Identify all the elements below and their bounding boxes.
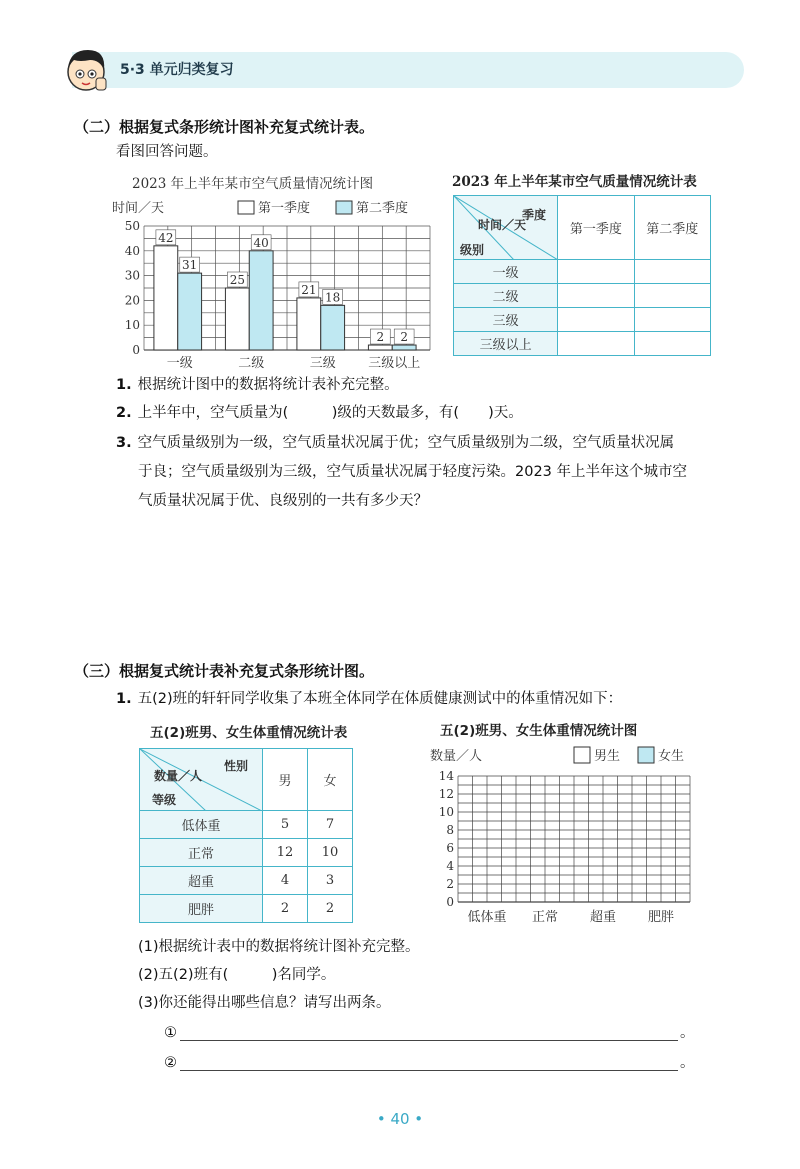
table2-col-male: 男 (263, 749, 308, 811)
answer-mark-1: ① (164, 1025, 177, 1041)
x-tick-label: 一级 (166, 356, 193, 371)
table1-row-label: 一级 (454, 260, 558, 284)
data-label: 42 (158, 230, 174, 245)
weight-chart (428, 742, 708, 930)
y-tick-label: 20 (124, 293, 140, 308)
table2-cell: 5 (263, 811, 308, 839)
bar-q1 (225, 288, 249, 350)
y-tick-label: 30 (124, 268, 140, 283)
chart1-title: 2023 年上半年某市空气质量情况统计图 (132, 176, 374, 192)
s2-question-3-line3: 气质量状况属于优、良级别的一共有多少天？ (138, 493, 428, 509)
answer-mark-2: ② (164, 1055, 177, 1071)
table2-cell: 3 (308, 867, 353, 895)
air-quality-chart (108, 190, 438, 372)
y-tick-label: 2 (446, 877, 454, 891)
table1-cell[interactable] (634, 308, 710, 332)
y-tick-label: 0 (132, 343, 140, 357)
table1-corner: 季度 时间／天 级别 (454, 196, 558, 260)
table2-cell: 4 (263, 867, 308, 895)
y-tick-label: 8 (446, 823, 454, 837)
y-tick-label: 40 (124, 243, 140, 258)
table2-row-label: 肥胖 (140, 895, 263, 923)
legend-label-q2: 第二季度 (356, 201, 409, 216)
legend-swatch-female (638, 747, 654, 763)
legend-swatch-male (574, 747, 590, 763)
air-quality-table (453, 195, 711, 356)
y-tick-label: 0 (446, 895, 454, 909)
table1-col-q2: 第二季度 (634, 196, 710, 260)
bar-q1 (368, 345, 392, 350)
page-number: • 40 • (376, 1110, 424, 1128)
header-title: 5·3 单元归类复习 (120, 62, 234, 78)
table1-cell[interactable] (634, 284, 710, 308)
table2-row-label: 低体重 (140, 811, 263, 839)
x-tick-label: 肥胖 (647, 910, 675, 925)
section3-title: （三）根据复式统计表补充复式条形统计图。 (74, 662, 375, 680)
table1-cell[interactable] (558, 308, 634, 332)
table1-cell[interactable] (558, 260, 634, 284)
table2-cell: 2 (308, 895, 353, 923)
x-tick-label: 二级 (238, 356, 265, 371)
data-label: 25 (229, 273, 245, 287)
s2-question-1: 1. 根据统计图中的数据将统计表补充完整。 (116, 377, 399, 393)
bar-q1 (297, 298, 321, 350)
s2-question-2: 2. 上半年中，空气质量为( )级的天数最多，有( )天。 (116, 405, 523, 421)
table2-row-label: 正常 (140, 839, 263, 867)
legend-label-male: 男生 (594, 749, 621, 764)
table2-title: 五(2)班男、女生体重情况统计表 (150, 725, 348, 741)
weight-table (139, 748, 353, 923)
legend-label-female: 女生 (658, 749, 685, 764)
x-tick-label: 正常 (531, 910, 559, 925)
section2-title: （二）根据复式条形统计图补充复式统计表。 (74, 118, 375, 136)
s3-question-1: 1. 五(2)班的轩轩同学收集了本班全体同学在体质健康测试中的体重情况如下： (116, 691, 623, 707)
s2-question-3: 3. 空气质量级别为一级，空气质量状况属于优；空气质量级别为二级，空气质量状况属 (116, 435, 675, 451)
data-label: 2 (376, 330, 385, 345)
table2-cell: 10 (308, 839, 353, 867)
legend-swatch-q2 (336, 201, 352, 214)
table1-row-label: 二级 (454, 284, 558, 308)
table2-corner: 性别 数量／人 等级 (140, 749, 263, 811)
table2-row-label: 超重 (140, 867, 263, 895)
table1-cell[interactable] (634, 332, 710, 356)
y-tick-label: 50 (124, 219, 140, 233)
s3-sub-3: (3)你还能得出哪些信息？请写出两条。 (138, 995, 391, 1011)
s3-sub-1: (1)根据统计表中的数据将统计图补充完整。 (138, 939, 420, 955)
table2-cell: 12 (263, 839, 308, 867)
table1-row-label: 三级 (454, 308, 558, 332)
x-tick-label: 超重 (589, 910, 617, 925)
answer-period-2: 。 (680, 1055, 695, 1071)
y-tick-label: 12 (438, 787, 454, 801)
table2-cell: 2 (263, 895, 308, 923)
bar-q1 (154, 246, 178, 350)
x-tick-label: 三级 (309, 356, 336, 371)
legend-label-q1: 第一季度 (258, 201, 311, 216)
s3-sub-2: (2)五(2)班有( )名同学。 (138, 967, 336, 983)
x-tick-label: 低体重 (467, 910, 507, 925)
s2-question-3-line2: 于良；空气质量级别为三级，空气质量状况属于轻度污染。2023 年上半年这个城市空 (138, 464, 688, 480)
answer-line-2[interactable] (180, 1070, 678, 1071)
table2-col-female: 女 (308, 749, 353, 811)
data-label: 2 (400, 330, 408, 345)
mascot-icon (60, 42, 116, 98)
answer-period-1: 。 (680, 1025, 695, 1041)
chart2-title: 五(2)班男、女生体重情况统计图 (440, 723, 638, 739)
table1-cell[interactable] (558, 284, 634, 308)
table1-cell[interactable] (634, 260, 710, 284)
x-tick-label: 三级以上 (368, 356, 421, 371)
data-label: 31 (182, 258, 198, 273)
y-tick-label: 4 (446, 859, 454, 873)
section2-intro: 看图回答问题。 (116, 144, 218, 160)
table1-title: 2023 年上半年某市空气质量情况统计表 (452, 174, 697, 190)
y-tick-label: 6 (446, 841, 454, 855)
y-tick-label: 14 (438, 769, 454, 783)
y-tick-label: 10 (438, 805, 454, 819)
y-tick-label: 10 (124, 318, 140, 333)
data-label: 21 (301, 282, 317, 297)
answer-line-1[interactable] (180, 1040, 678, 1041)
bar-q2 (178, 273, 202, 350)
legend-swatch-q1 (238, 201, 254, 214)
y-axis-label: 时间／天 (112, 201, 165, 216)
table1-col-q1: 第一季度 (558, 196, 634, 260)
bar-q2 (321, 305, 345, 350)
y-axis-label: 数量／人 (430, 749, 483, 764)
table1-cell[interactable] (558, 332, 634, 356)
bar-q2 (392, 345, 416, 350)
bar-q2 (249, 251, 273, 350)
data-label: 40 (253, 235, 269, 250)
table1-row-label: 三级以上 (454, 332, 558, 356)
table2-cell: 7 (308, 811, 353, 839)
data-label: 18 (325, 290, 341, 305)
